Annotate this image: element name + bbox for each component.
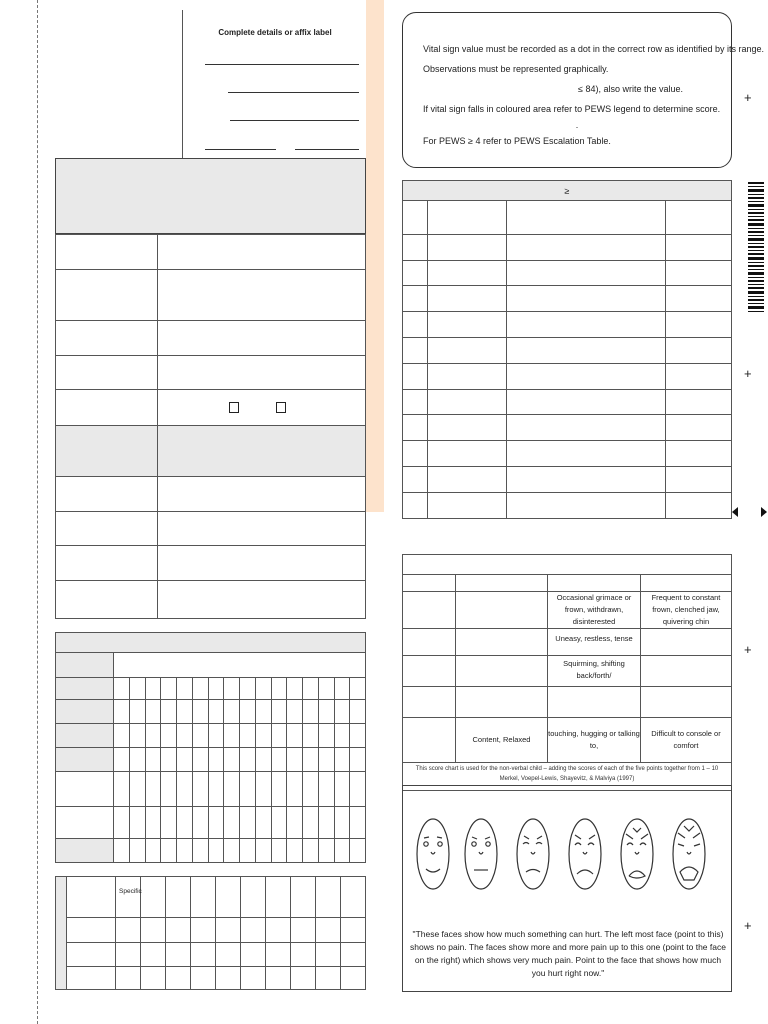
- label-area-title: Complete details or affix label: [218, 28, 332, 37]
- registration-mark: +: [744, 90, 752, 105]
- specific-label: Specific: [119, 888, 142, 895]
- face-hurts-whole-lot-icon: [621, 819, 653, 889]
- face-no-pain-icon: [417, 819, 449, 889]
- fold-marker-icon: [731, 505, 768, 519]
- label-line: [295, 149, 359, 150]
- faces-instructions: "These faces show how much something can hurt. The left most face (point to this) shows no pain. The faces show more and more pain up to this one (point to the face on the right) which shows very much pain. Point to the face that shows how much you hurt right now.": [410, 929, 726, 978]
- flacc-consol-low: Content, Relaxed: [456, 718, 548, 763]
- face-hurts-even-more-icon: [569, 819, 601, 889]
- details-header: [55, 158, 366, 234]
- registration-mark: +: [744, 918, 752, 933]
- cut-line: [37, 0, 38, 1024]
- instruction-line: .: [575, 120, 579, 130]
- face-hurts-more-icon: [517, 819, 549, 889]
- instruction-line: Observations must be represented graphically.: [423, 64, 609, 74]
- instructions-box: [402, 12, 765, 168]
- flacc-citation: Merkel, Voepel-Lewis, Shayevitz, & Malviya (1997): [499, 776, 635, 782]
- details-form: [55, 234, 366, 619]
- registration-mark: +: [744, 366, 752, 381]
- label-area-divider: [182, 10, 183, 158]
- score-table: [402, 180, 732, 519]
- instruction-line: Vital sign value must be recorded as a dot in the correct row as identified by its range.: [423, 44, 765, 54]
- face-hurts-little-icon: [465, 819, 497, 889]
- checkbox[interactable]: [229, 402, 239, 413]
- checkbox[interactable]: [276, 402, 286, 413]
- label-line: [205, 64, 359, 65]
- observation-grid: [55, 632, 366, 863]
- label-line: [228, 92, 359, 93]
- flacc-activity-mid: Uneasy, restless, tense: [548, 629, 641, 656]
- flacc-face-mid: Occasional grimace or frown, withdrawn, disinterested: [548, 592, 641, 629]
- instruction-line: If vital sign falls in coloured area refer to PEWS legend to determine score.: [423, 104, 721, 114]
- flacc-activity-mid2: Squirming, shifting back/forth/: [548, 656, 641, 687]
- faces-scale-box: [402, 785, 732, 992]
- label-line: [205, 149, 276, 150]
- registration-mark: +: [744, 642, 752, 657]
- instruction-line: ≤ 84), also write the value.: [578, 84, 683, 94]
- colour-strip: [366, 0, 384, 512]
- flacc-table: [402, 554, 732, 791]
- score-table-header: ≥: [403, 181, 732, 201]
- label-line: [230, 120, 359, 121]
- specific-table: [55, 876, 366, 990]
- face-hurts-worst-icon: [673, 819, 705, 889]
- barcode: [748, 180, 764, 314]
- flacc-face-high: Frequent to constant frown, clenched jaw, quivering chin: [641, 592, 732, 629]
- faces-scale: [411, 814, 725, 892]
- flacc-consol-high: Difficult to console or comfort: [641, 718, 732, 763]
- flacc-consol-mid: touching, hugging or talking to,: [548, 718, 641, 763]
- instruction-line: For PEWS ≥ 4 refer to PEWS Escalation Table.: [423, 136, 611, 146]
- flacc-note: This score chart is used for the non-verbal child – adding the scores of each of the five points together from 1 – 10: [415, 766, 719, 772]
